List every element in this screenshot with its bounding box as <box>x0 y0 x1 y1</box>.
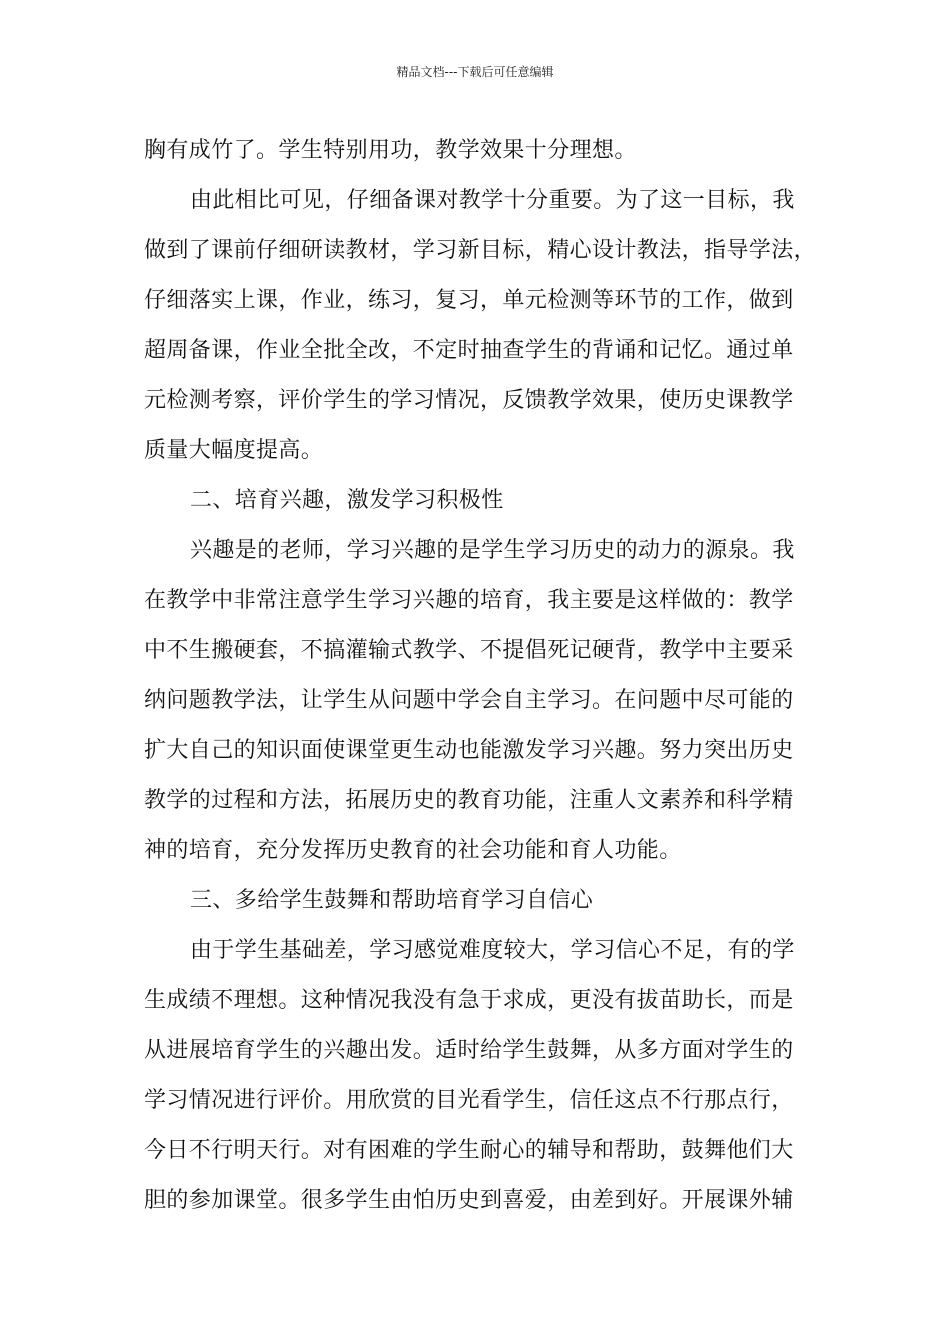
text-line: 胸有成竹了。学生特别用功，教学效果十分理想。 <box>144 138 637 163</box>
page-header: 精品文档---下载后可任意编辑 <box>396 65 554 79</box>
text-line: 由于学生基础差，学习感觉难度较大，学习信心不足，有的学 <box>190 938 795 963</box>
text-line: 仔细落实上课，作业，练习，复习，单元检测等环节的工作，做到 <box>144 288 794 313</box>
section-heading: 二、培育兴趣，激发学习积极性 <box>190 488 504 513</box>
text-line: 胆的参加课堂。很多学生由怕历史到喜爱，由差到好。开展课外辅 <box>144 1188 794 1213</box>
text-line: 从进展培育学生的兴趣出发。适时给学生鼓舞，从多方面对学生的 <box>144 1038 794 1063</box>
text-line: 兴趣是的老师，学习兴趣的是学生学习历史的动力的源泉。我 <box>190 538 795 563</box>
text-line: 中不生搬硬套，不搞灌输式教学、不提倡死记硬背，教学中主要采 <box>144 638 794 663</box>
text-line: 今日不行明天行。对有困难的学生耐心的辅导和帮助，鼓舞他们大 <box>144 1138 794 1163</box>
text-line: 做到了课前仔细研读教材，学习新目标，精心设计教法，指导学法， <box>144 238 817 263</box>
text-line: 由此相比可见，仔细备课对教学十分重要。为了这一目标，我 <box>190 188 795 213</box>
text-line: 纳问题教学法，让学生从问题中学会自主学习。在问题中尽可能的 <box>144 688 794 713</box>
section-heading: 三、多给学生鼓舞和帮助培育学习自信心 <box>190 888 594 913</box>
text-line: 在教学中非常注意学生学习兴趣的培育，我主要是这样做的：教学 <box>144 588 794 613</box>
text-line: 扩大自己的知识面使课堂更生动也能激发学习兴趣。努力突出历史 <box>144 738 794 763</box>
body-text <box>144 126 824 1226</box>
text-line: 教学的过程和方法，拓展历史的教育功能，注重人文素养和科学精 <box>144 788 794 813</box>
text-line: 元检测考察，评价学生的学习情况，反馈教学效果，使历史课教学 <box>144 388 794 413</box>
text-line: 学习情况进行评价。用欣赏的目光看学生，信任这点不行那点行， <box>144 1088 794 1113</box>
text-line: 生成绩不理想。这种情况我没有急于求成，更没有拔苗助长，而是 <box>144 988 794 1013</box>
text-line: 神的培育，充分发挥历史教育的社会功能和育人功能。 <box>144 838 682 863</box>
text-line: 超周备课，作业全批全改，不定时抽查学生的背诵和记忆。通过单 <box>144 338 794 363</box>
text-line: 质量大幅度提高。 <box>144 438 324 463</box>
